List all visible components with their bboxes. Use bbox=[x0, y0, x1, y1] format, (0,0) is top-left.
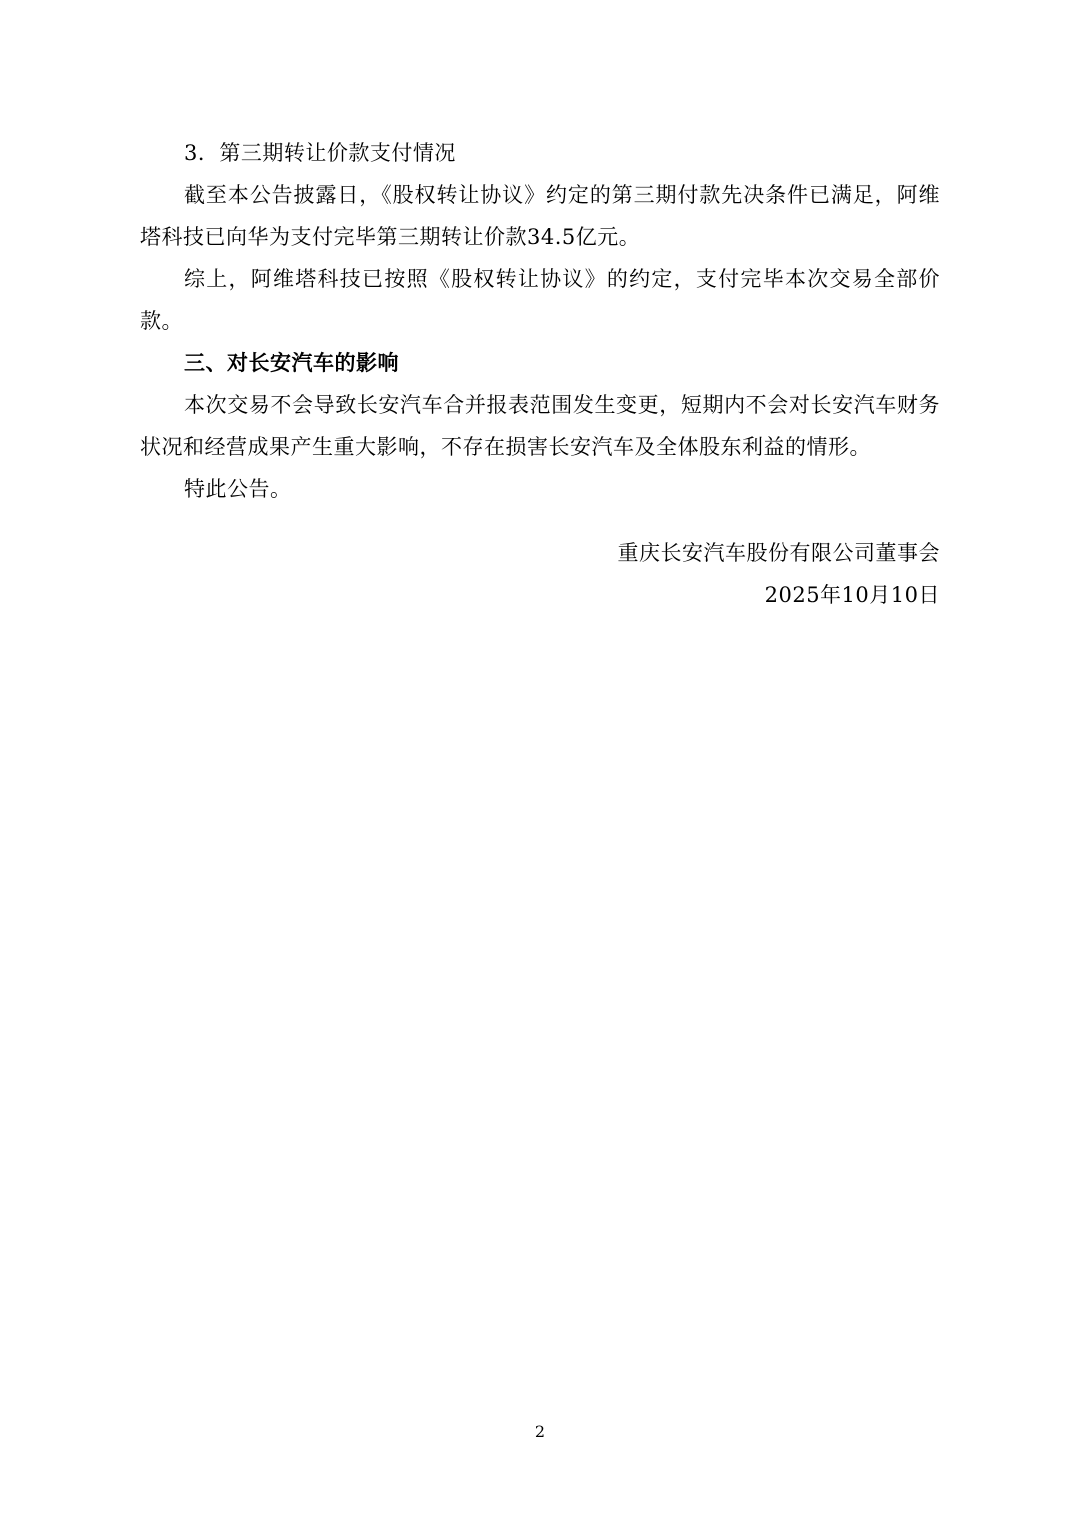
page-number: 2 bbox=[534, 1422, 546, 1441]
impact-paragraph: 本次交易不会导致长安汽车合并报表范围发生变更，短期内不会对长安汽车财务状况和经营成果产生重大影响，不存在损害长安汽车及全体股东利益的情形。 bbox=[140, 393, 940, 459]
section-3-paragraph: 截至本公告披露日，《股权转让协议》约定的第三期付款先决条件已满足，阿维塔科技已向华为支付完毕第三期转让价款34.5亿元。 bbox=[140, 183, 940, 249]
document-body bbox=[140, 132, 940, 510]
signature-date: 2025年10月10日 bbox=[764, 583, 940, 607]
signature-company: 重庆长安汽车股份有限公司董事会 bbox=[617, 541, 940, 565]
section-3-heading: 3．第三期转让价款支付情况 bbox=[184, 141, 456, 165]
summary-paragraph: 综上，阿维塔科技已按照《股权转让协议》的约定，支付完毕本次交易全部价款。 bbox=[140, 267, 940, 333]
closing-statement: 特此公告。 bbox=[184, 477, 292, 501]
impact-heading: 三、对长安汽车的影响 bbox=[184, 350, 399, 375]
